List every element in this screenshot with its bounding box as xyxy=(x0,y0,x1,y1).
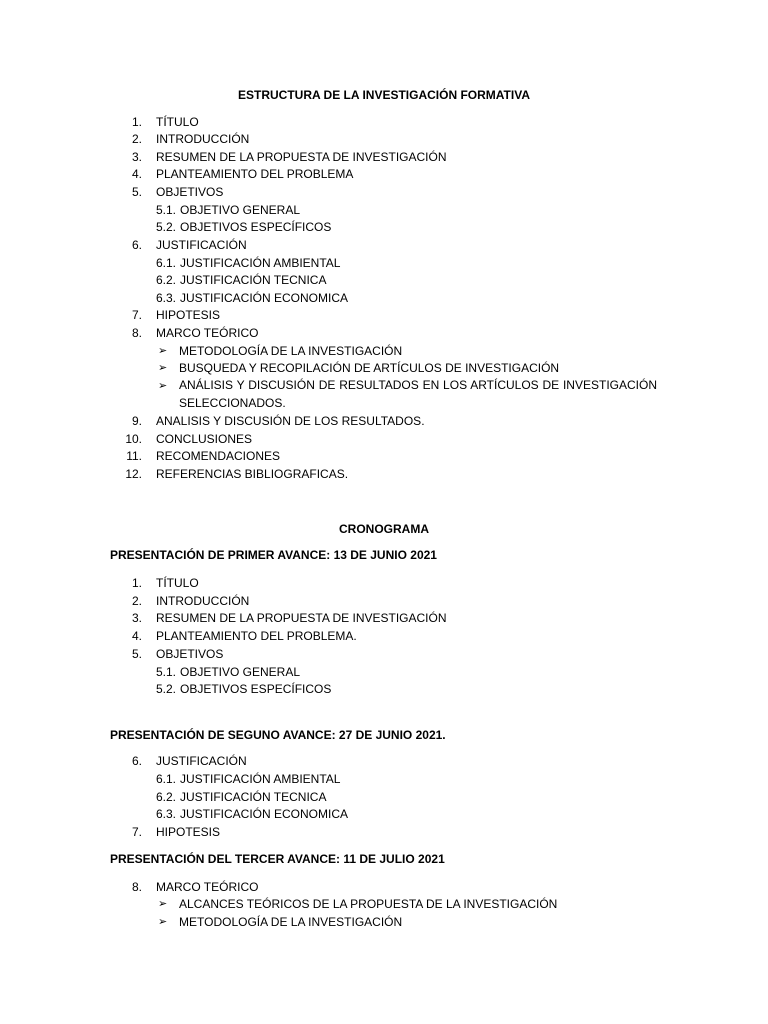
list-item: MARCO TEÓRICO xyxy=(156,880,259,894)
sublist-item: JUSTIFICACIÓN ECONOMICA xyxy=(180,807,349,821)
sublist-number: 5.1. xyxy=(156,203,177,217)
section-heading: CRONOGRAMA xyxy=(339,522,429,536)
arrowhead-bullet-icon: ➢ xyxy=(158,380,168,392)
list-number: 5. xyxy=(131,647,142,661)
milestone-title: PRESENTACIÓN DE PRIMER AVANCE: 13 DE JUNIO 2021 xyxy=(110,548,437,562)
list-item: CONCLUSIONES xyxy=(156,432,253,446)
sublist-number: 5.2. xyxy=(156,220,177,234)
list-number: 3. xyxy=(131,150,142,164)
list-number: 8. xyxy=(131,326,142,340)
sublist-number: 6.2. xyxy=(156,790,177,804)
list-number: 11. xyxy=(126,449,142,463)
sublist-number: 6.1. xyxy=(156,772,177,786)
list-number: 1. xyxy=(131,576,142,590)
list-item: HIPOTESIS xyxy=(156,825,221,839)
sublist-number: 5.2. xyxy=(156,682,177,696)
list-number: 4. xyxy=(131,167,142,181)
sublist-number: 6.3. xyxy=(156,291,177,305)
bullet-item: METODOLOGÍA DE LA INVESTIGACIÓN xyxy=(179,915,403,929)
list-item: PLANTEAMIENTO DEL PROBLEMA. xyxy=(156,629,357,643)
list-item: JUSTIFICACIÓN xyxy=(156,754,247,768)
sublist-item: JUSTIFICACIÓN AMBIENTAL xyxy=(180,256,341,270)
list-number: 7. xyxy=(131,308,142,322)
list-item: TÍTULO xyxy=(156,576,199,590)
list-item: RESUMEN DE LA PROPUESTA DE INVESTIGACIÓN xyxy=(156,150,447,164)
list-item: RECOMENDACIONES xyxy=(156,449,281,463)
list-item: JUSTIFICACIÓN xyxy=(156,238,247,252)
sublist-item: JUSTIFICACIÓN TECNICA xyxy=(180,790,327,804)
arrowhead-bullet-icon: ➢ xyxy=(158,362,168,374)
arrowhead-bullet-icon: ➢ xyxy=(158,345,168,357)
bullet-item: ALCANCES TEÓRICOS DE LA PROPUESTA DE LA INVESTIGACIÓN xyxy=(179,897,558,911)
list-number: 5. xyxy=(131,185,142,199)
sublist-item: OBJETIVO GENERAL xyxy=(180,203,301,217)
list-number: 7. xyxy=(131,825,142,839)
sublist-item: JUSTIFICACIÓN AMBIENTAL xyxy=(180,772,341,786)
list-number: 2. xyxy=(131,594,142,608)
bullet-item: ANÁLISIS Y DISCUSIÓN DE RESULTADOS EN LOS ARTÍCULOS DE INVESTIGACIÓN SELECCIONADOS. xyxy=(179,378,657,410)
list-number: 6. xyxy=(131,754,142,768)
sublist-number: 6.2. xyxy=(156,273,177,287)
list-number: 8. xyxy=(131,880,142,894)
arrowhead-bullet-icon: ➢ xyxy=(158,916,168,928)
arrowhead-bullet-icon: ➢ xyxy=(158,898,168,910)
list-item: HIPOTESIS xyxy=(156,308,221,322)
sublist-item: OBJETIVO GENERAL xyxy=(180,665,301,679)
sublist-number: 6.3. xyxy=(156,807,177,821)
list-item: MARCO TEÓRICO xyxy=(156,326,259,340)
list-item: OBJETIVOS xyxy=(156,185,224,199)
sublist-number: 6.1. xyxy=(156,256,177,270)
list-number: 10. xyxy=(125,432,142,446)
list-item: TÍTULO xyxy=(156,115,199,129)
list-number: 2. xyxy=(131,132,142,146)
sublist-number: 5.1. xyxy=(156,665,177,679)
bullet-item: METODOLOGÍA DE LA INVESTIGACIÓN xyxy=(179,344,403,358)
list-item: REFERENCIAS BIBLIOGRAFICAS. xyxy=(156,467,349,481)
page-title: ESTRUCTURA DE LA INVESTIGACIÓN FORMATIVA xyxy=(238,88,530,102)
milestone-title: PRESENTACIÓN DE SEGUNO AVANCE: 27 DE JUNIO 2021. xyxy=(110,728,446,742)
list-number: 9. xyxy=(131,414,142,428)
list-item: PLANTEAMIENTO DEL PROBLEMA xyxy=(156,167,354,181)
list-number: 3. xyxy=(131,611,142,625)
list-number: 4. xyxy=(131,629,142,643)
list-item: OBJETIVOS xyxy=(156,647,224,661)
list-item: INTRODUCCIÓN xyxy=(156,132,250,146)
sublist-item: JUSTIFICACIÓN TECNICA xyxy=(180,273,327,287)
list-number: 1. xyxy=(131,115,142,129)
sublist-item: JUSTIFICACIÓN ECONOMICA xyxy=(180,291,349,305)
list-item: INTRODUCCIÓN xyxy=(156,594,250,608)
list-number: 12. xyxy=(125,467,142,481)
milestone-title: PRESENTACIÓN DEL TERCER AVANCE: 11 DE JULIO 2021 xyxy=(110,852,445,866)
list-item: RESUMEN DE LA PROPUESTA DE INVESTIGACIÓN xyxy=(156,611,447,625)
bullet-item: BUSQUEDA Y RECOPILACIÓN DE ARTÍCULOS DE INVESTIGACIÓN xyxy=(179,361,560,375)
sublist-item: OBJETIVOS ESPECÍFICOS xyxy=(180,682,332,696)
sublist-item: OBJETIVOS ESPECÍFICOS xyxy=(180,220,332,234)
list-number: 6. xyxy=(131,238,142,252)
list-item: ANALISIS Y DISCUSIÓN DE LOS RESULTADOS. xyxy=(156,414,425,428)
